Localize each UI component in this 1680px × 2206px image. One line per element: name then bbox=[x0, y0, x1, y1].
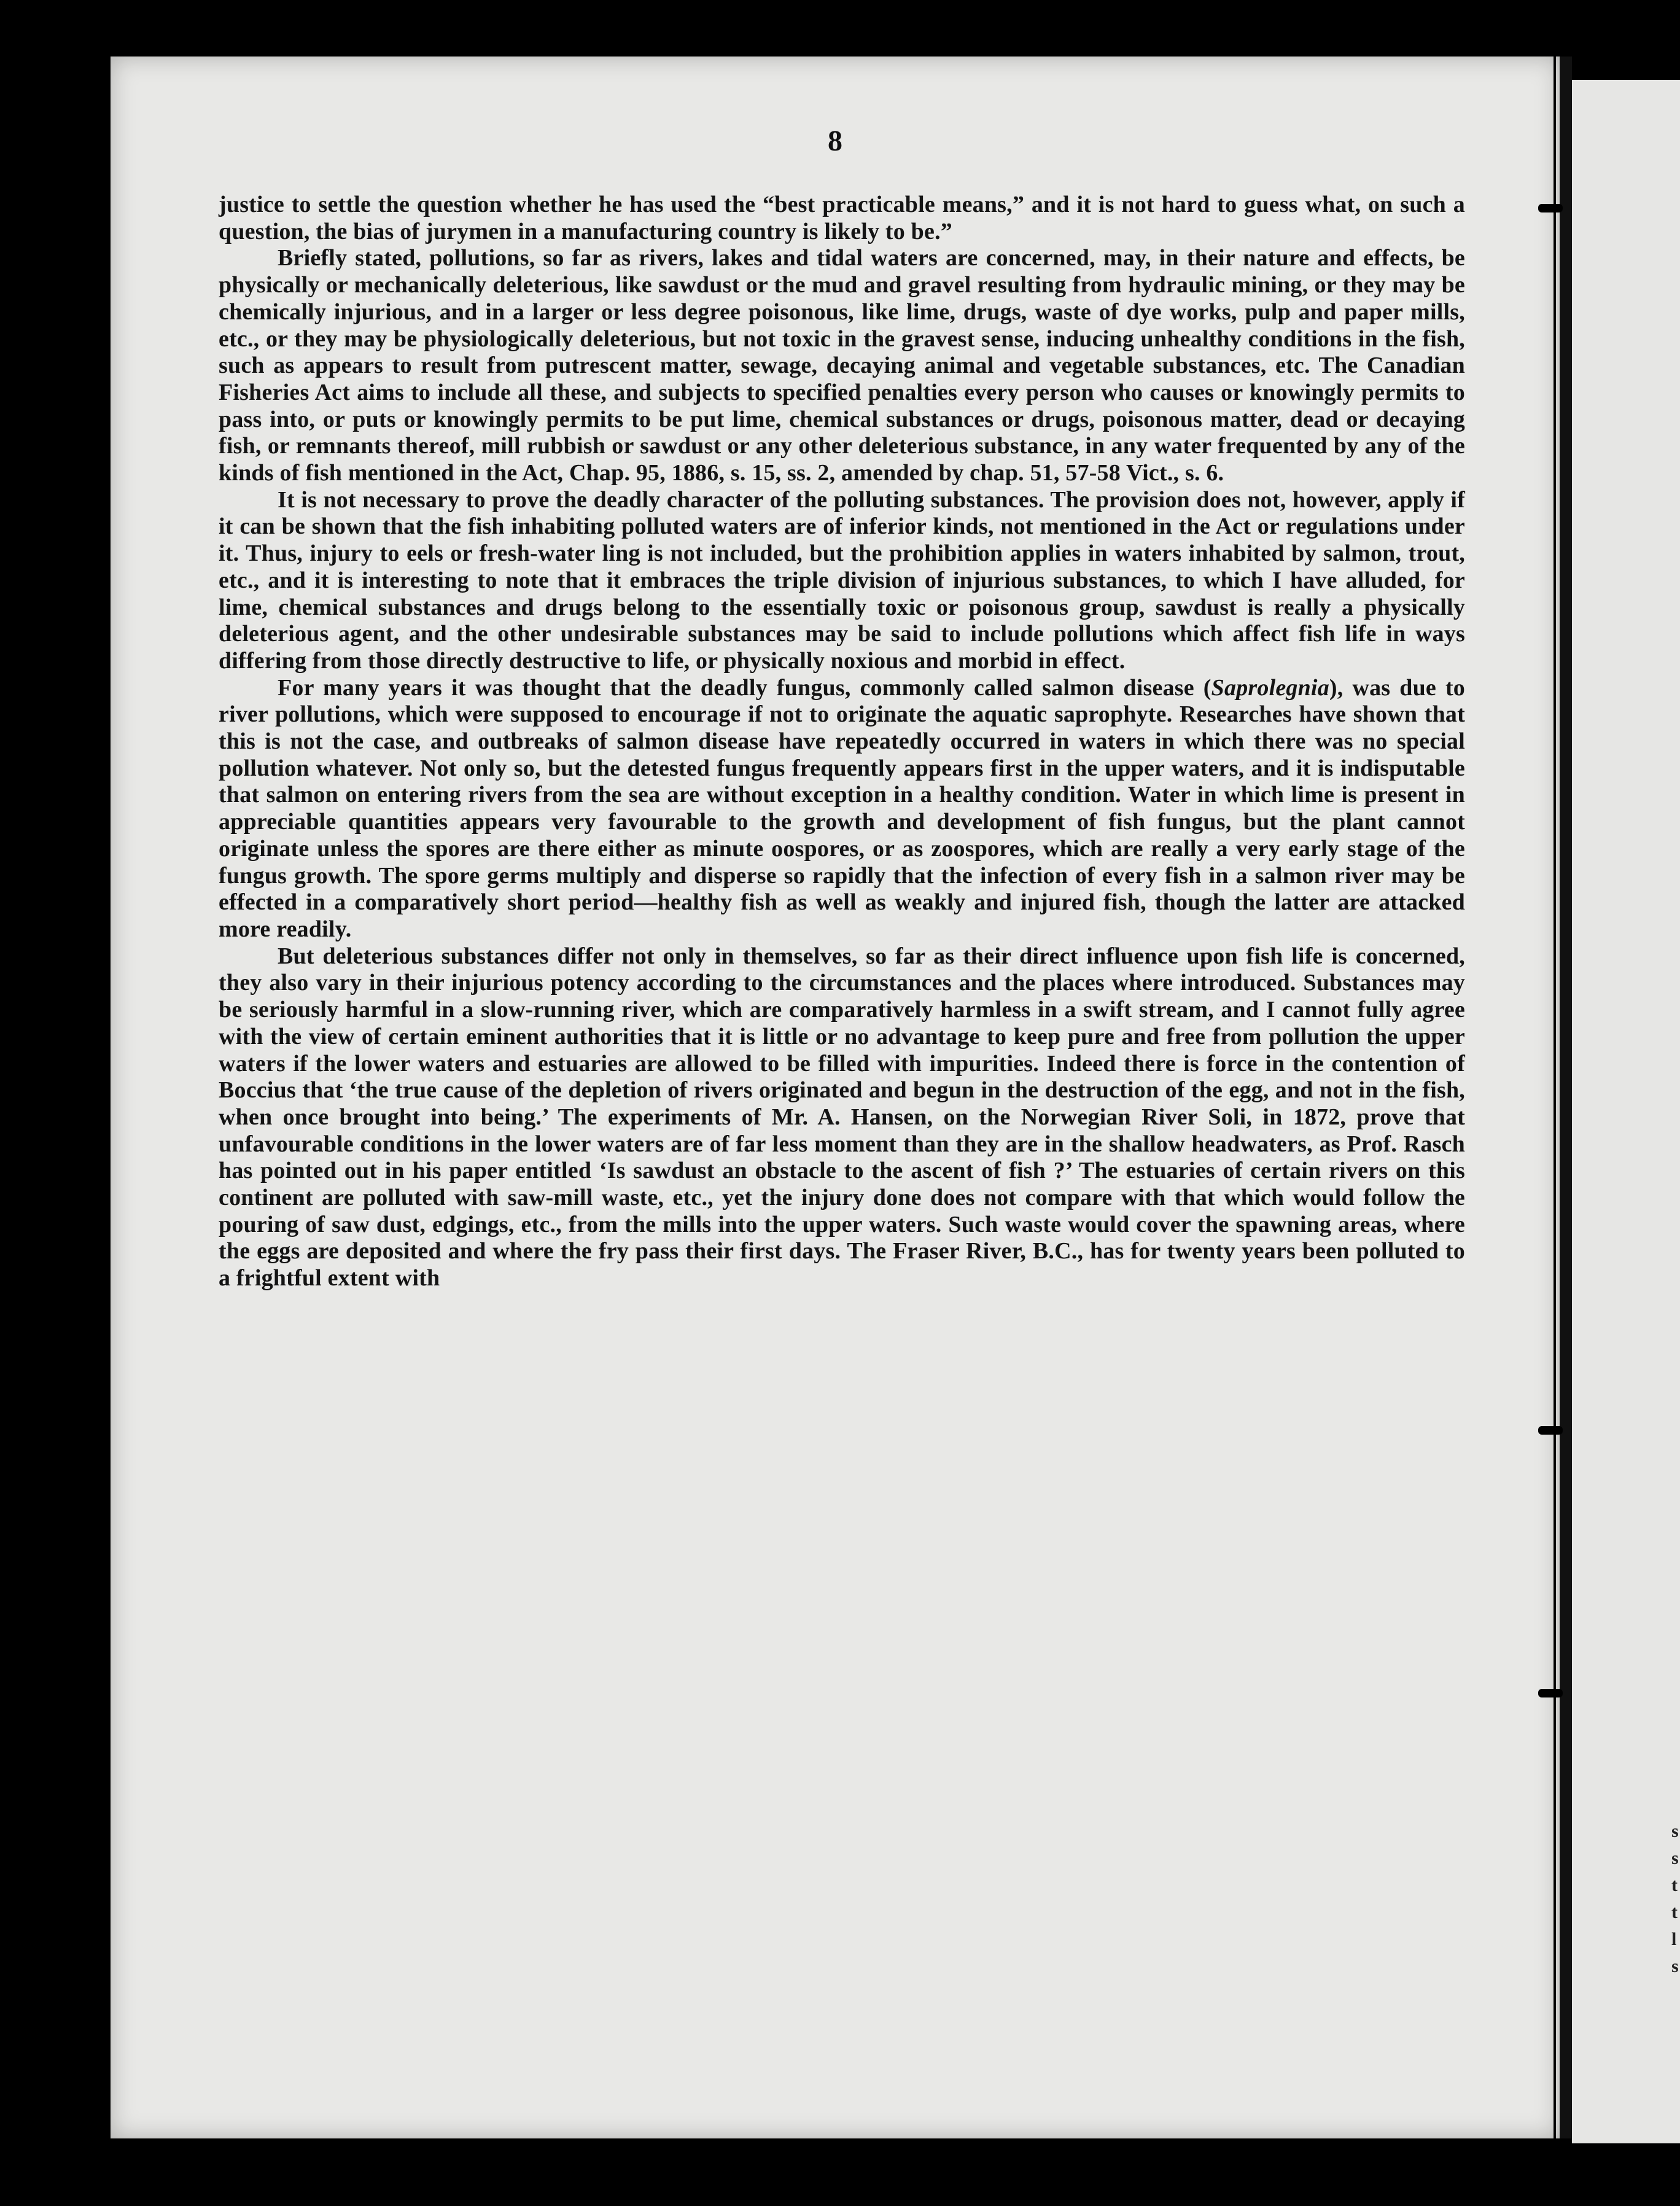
edge-letter: l bbox=[1671, 1929, 1677, 1949]
binding-clip bbox=[1538, 1689, 1563, 1697]
page-gutter bbox=[1560, 57, 1572, 2138]
paragraph-1: justice to settle the question whether he has used the “best practicable means,” and it is not hard to guess what, on such a question, the bias of jurymen in a manufacturing country is likely to be.” bbox=[219, 192, 1465, 244]
edge-letter: t bbox=[1671, 1902, 1678, 1922]
binding-spine bbox=[1554, 49, 1556, 2143]
edge-letter: s bbox=[1671, 1821, 1679, 1841]
facing-page-letters bbox=[1671, 1818, 1679, 1980]
edge-letter: t bbox=[1671, 1875, 1678, 1895]
edge-letter: s bbox=[1671, 1956, 1679, 1976]
page-number: 8 bbox=[828, 125, 842, 157]
document-page bbox=[111, 57, 1560, 2138]
body-text bbox=[219, 192, 1465, 1292]
paragraph-4: For many years it was thought that the deadly fungus, commonly called salmon disease (Saprolegnia), was due to river pollutions, which were supposed to encourage if not to originate the aquatic saprophyte. Researches have shown that this is not the case, and outbreaks of salmon disease have repeatedly occurred in waters in which there was no special pollution whatever. Not only so, but the detested fungus frequently appears first in the upper waters, and it is indisputable that salmon on entering rivers from the sea are without exception in a healthy condition. Water in which lime is present in appreciable quantities appears very favourable to the growth and development of fish fungus, but the plant cannot originate unless the spores are there either as minute oospores, or as zoospores, which are really a very early stage of the fungus growth. The spore germs multiply and disperse so rapidly that the infection of every fish in a salmon river may be effected in a comparatively short period—healthy fish as well as weakly and injured fish, though the latter are attacked more readily. bbox=[219, 674, 1465, 942]
edge-letter: s bbox=[1671, 1848, 1679, 1868]
binding-clip bbox=[1538, 204, 1563, 212]
species-name: Saprolegnia bbox=[1211, 674, 1329, 701]
binding-clip bbox=[1538, 1426, 1563, 1435]
paragraph-3: It is not necessary to prove the deadly character of the polluting substances. The provision does not, however, apply if it can be shown that the fish inhabiting polluted waters are of inferior kinds, not mentioned in the Act or regulations under it. Thus, injury to eels or fresh-water ling is not included, but the prohibition applies in waters inhabited by salmon, trout, etc., and it is interesting to note that it embraces the triple division of injurious substances, to which I have alluded, for lime, chemical substances and drugs belong to the essentially toxic or poisonous group, sawdust is really a physically deleterious agent, and the other undesirable substances may be said to include pollutions which affect fish life in ways differing from those directly destructive to life, or physically noxious and morbid in effect. bbox=[219, 486, 1465, 674]
paragraph-5: But deleterious substances differ not only in themselves, so far as their direct influence upon fish life is concerned, they also vary in their injurious potency according to the circumstances and the places where introduced. Substances may be seriously harmful in a slow-running river, which are comparatively harmless in a swift stream, and I cannot fully agree with the view of certain eminent authorities that it is little or no advantage to keep pure and free from pollution the upper waters if the lower waters and estuaries are allowed to be filled with impurities. Indeed there is force in the contention of Boccius that ‘the true cause of the depletion of rivers originated and begun in the destruction of the egg, and not in the fish, when once brought into being.’ The experiments of Mr. A. Hansen, on the Norwegian River Soli, in 1872, prove that unfavourable conditions in the lower waters are of far less moment than they are in the shallow headwaters, as Prof. Rasch has pointed out in his paper entitled ‘Is sawdust an obstacle to the ascent of fish ?’ The estuaries of certain rivers on this continent are polluted with saw-mill waste, etc., yet the injury done does not compare with that which would follow the pouring of saw dust, edgings, etc., from the mills into the upper waters. Such waste would cover the spawning areas, where the eggs are deposited and where the fry pass their first days. The Fraser River, B.C., has for twenty years been polluted to a frightful extent with bbox=[219, 943, 1465, 1292]
facing-page-edge bbox=[1572, 80, 1680, 2143]
paragraph-2: Briefly stated, pollutions, so far as rivers, lakes and tidal waters are concerned, may, in their nature and effects, be physically or mechanically deleterious, like sawdust or the mud and gravel resulting from hydraulic mining, or they may be chemically injurious, and in a larger or less degree poisonous, like lime, drugs, waste of dye works, pulp and paper mills, etc., or they may be physiologically deleterious, but not toxic in the gravest sense, inducing unhealthy conditions in the fish, such as appears to result from putrescent matter, sewage, decaying animal and vegetable substances, etc. The Canadian Fisheries Act aims to include all these, and subjects to specified penalties every person who causes or knowingly permits to pass into, or puts or knowingly permits to be put lime, chemical substances or drugs, poisonous matter, dead or decaying fish, or remnants thereof, mill rubbish or sawdust or any other deleterious substance, in any water frequented by any of the kinds of fish mentioned in the Act, Chap. 95, 1886, s. 15, ss. 2, amended by chap. 51, 57-58 Vict., s. 6. bbox=[219, 245, 1465, 486]
